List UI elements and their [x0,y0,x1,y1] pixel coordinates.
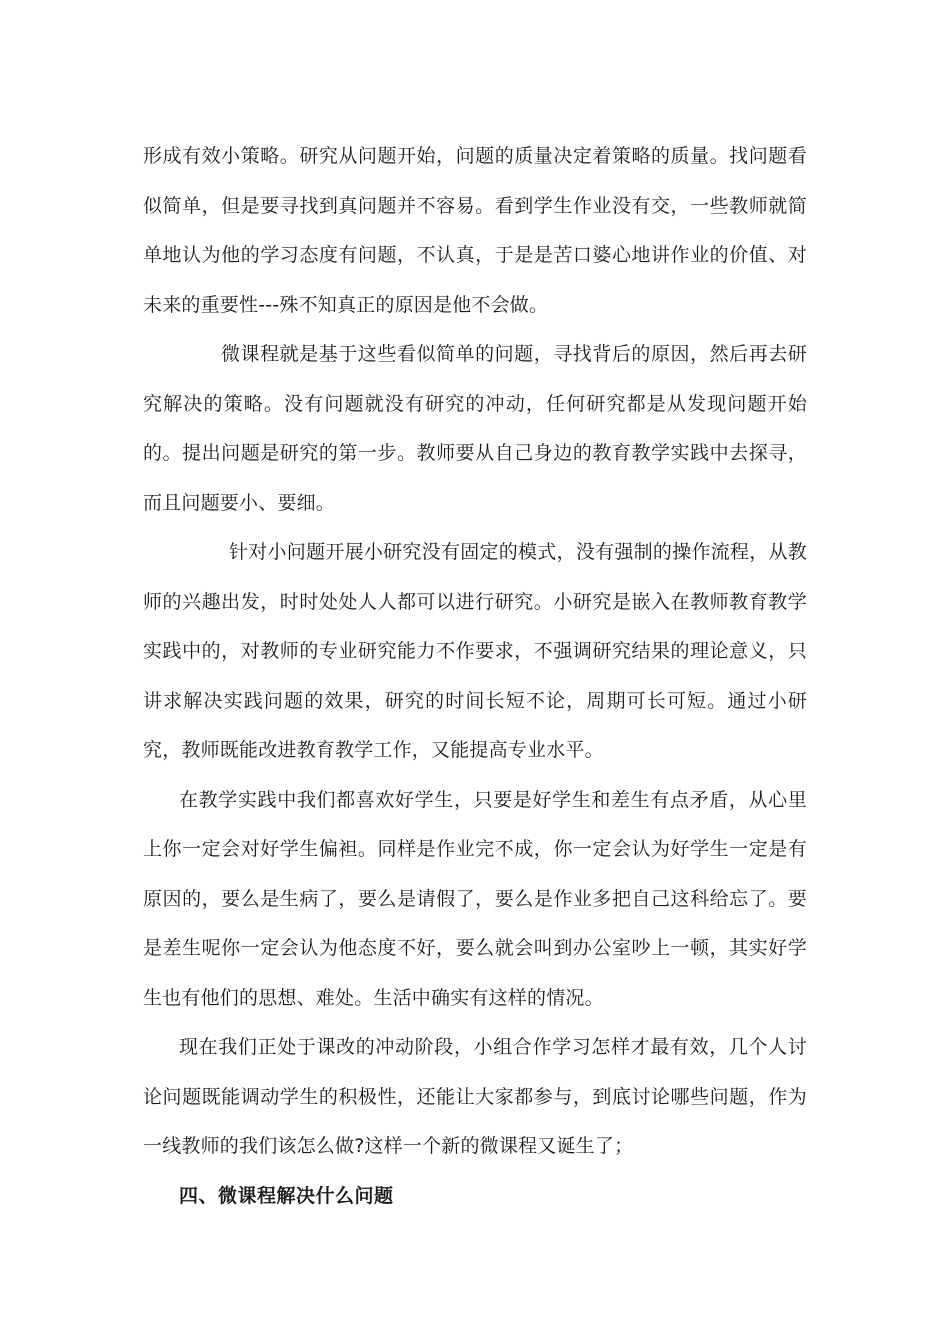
paragraph-strategy-intro: 形成有效小策略。研究从问题开始，问题的质量决定着策略的质量。找问题看似简单，但是要寻找到真问题并不容易。看到学生作业没有交，一些教师就简单地认为他的学习态度有问题，不认真，于是是苦口婆心地讲作业的价值、对未来的重要性---殊不知真正的原因是他不会做。 [143,145,807,316]
paragraph-good-students: 在教学实践中我们都喜欢好学生，只要是好学生和差生有点矛盾，从心里上你一定会对好学生偏袒。同样是作业完不成，你一定会认为好学生一定是有原因的，要么是生病了，要么是请假了，要么是作业多把自己这科给忘了。要是差生呢你一定会认为他态度不好，要么就会叫到办公室吵上一顿，其实好学生也有他们的思想、难处。生活中确实有这样的情况。 [143,788,807,1009]
document-body [143,132,807,1221]
section-heading: 四、微课程解决什么问题 [179,1184,394,1207]
paragraph-micro-course-basis: 微课程就是基于这些看似简单的问题，寻找背后的原因，然后再去研究解决的策略。没有问题就没有研究的冲动，任何研究都是从发现问题开始的。提出问题是研究的第一步。教师要从自己身边的教育教学实践中去探寻，而且问题要小、要细。 [143,343,807,514]
paragraph-small-research: 针对小问题开展小研究没有固定的模式，没有强制的操作流程，从教师的兴趣出发，时时处处人人都可以进行研究。小研究是嵌入在教师教育教学实践中的，对教师的专业研究能力不作要求，不强调研究结果的理论意义，只讲求解决实践问题的效果，研究的时间长短不论，周期可长可短。通过小研究，教师既能改进教育教学工作，又能提高专业水平。 [143,541,807,761]
paragraph-curriculum-reform: 现在我们正处于课改的冲动阶段，小组合作学习怎样才最有效，几个人讨论问题既能调动学生的积极性，还能让大家都参与，到底讨论哪些问题，作为一线教师的我们该怎么做?这样一个新的微课程又诞生了； [143,1036,807,1157]
